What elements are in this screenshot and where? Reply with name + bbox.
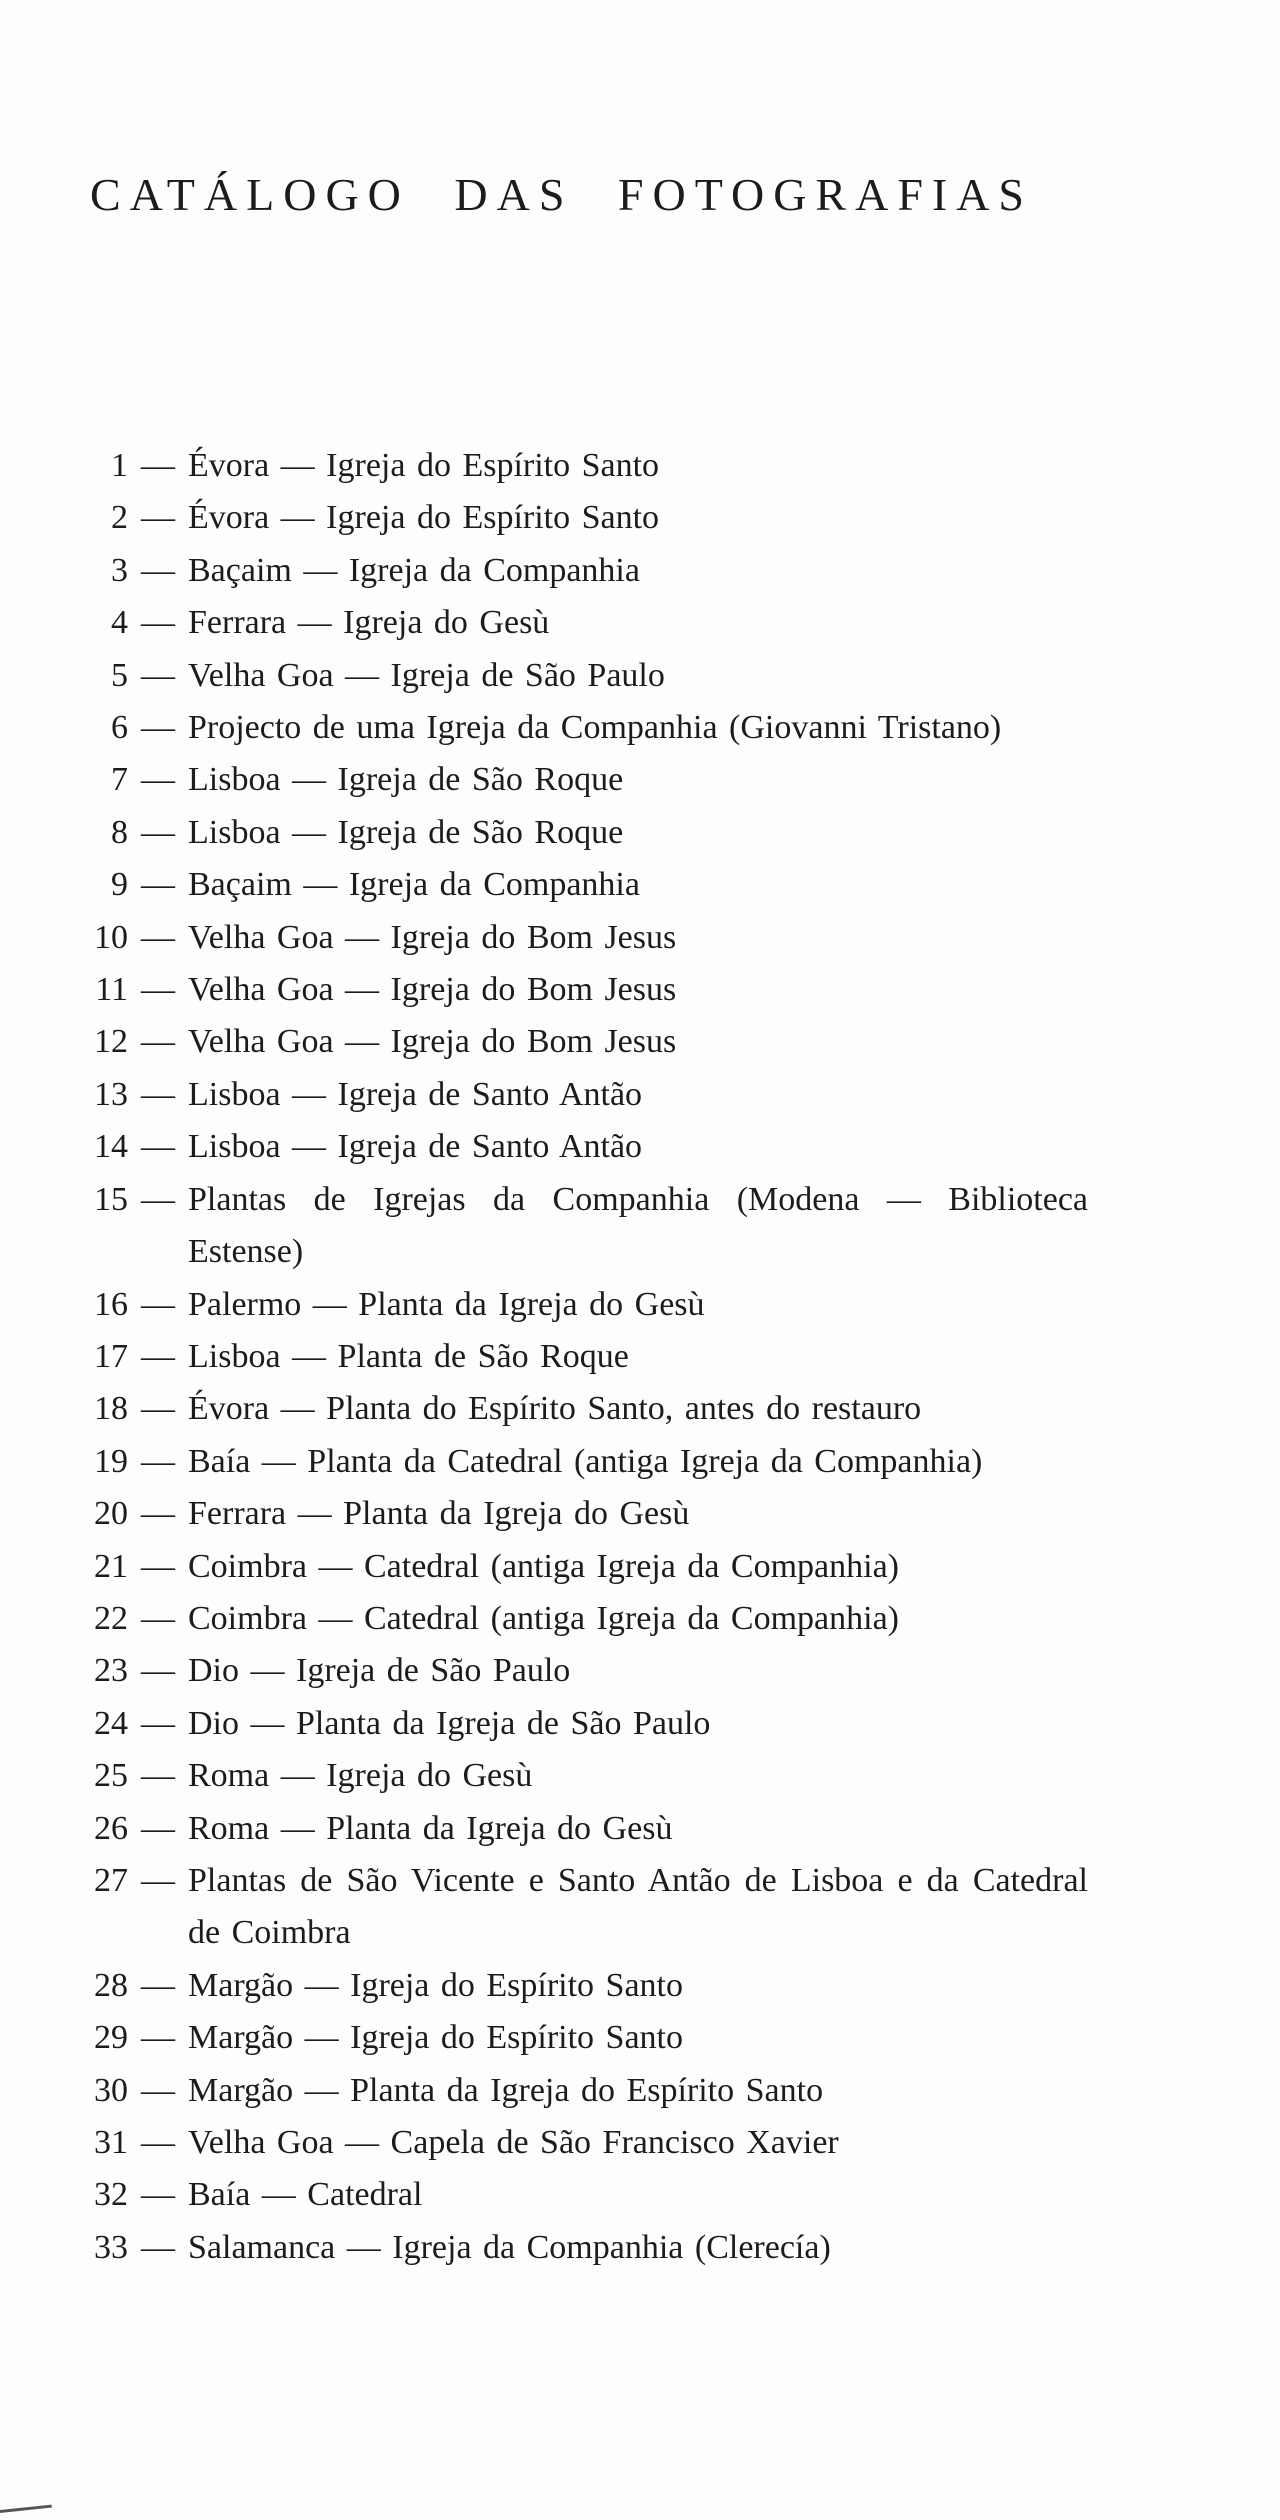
entry-dash: — bbox=[141, 1547, 175, 1585]
entry-text: Margão — Igreja do Espírito Santo bbox=[188, 1966, 684, 2004]
entry-text: Projecto de uma Igreja da Companhia (Giovanni Tristano) bbox=[188, 709, 1002, 747]
entry-number: 7 bbox=[111, 761, 128, 799]
entry-text: Dio — Igreja de São Paulo bbox=[188, 1652, 571, 1690]
list-item bbox=[0, 1541, 1280, 1593]
photo-catalog-list bbox=[0, 440, 1280, 2274]
entry-dash: — bbox=[141, 1495, 175, 1533]
entry-text: Lisboa — Planta de São Roque bbox=[188, 1337, 629, 1375]
list-item bbox=[0, 1016, 1280, 1068]
entry-dash: — bbox=[141, 1075, 175, 1113]
entry-number: 20 bbox=[94, 1495, 128, 1533]
list-item bbox=[0, 1645, 1280, 1697]
entry-dash: — bbox=[141, 1809, 175, 1847]
list-item bbox=[0, 1488, 1280, 1540]
entry-dash: — bbox=[141, 1861, 175, 1899]
entry-number: 27 bbox=[94, 1861, 128, 1899]
entry-number: 32 bbox=[94, 2176, 128, 2214]
list-item bbox=[0, 1803, 1280, 1855]
list-item bbox=[0, 1383, 1280, 1435]
list-item bbox=[0, 859, 1280, 911]
entry-dash: — bbox=[141, 1390, 175, 1428]
entry-dash: — bbox=[141, 918, 175, 956]
entry-dash: — bbox=[141, 2176, 175, 2214]
entry-text: Velha Goa — Igreja do Bom Jesus bbox=[188, 918, 677, 956]
entry-text: Margão — Planta da Igreja do Espírito Santo bbox=[188, 2071, 824, 2109]
entry-number: 26 bbox=[94, 1809, 128, 1847]
entry-number: 31 bbox=[94, 2124, 128, 2161]
entry-dash: — bbox=[141, 709, 175, 747]
entry-number: 3 bbox=[111, 551, 128, 589]
entry-text: Évora — Igreja do Espírito Santo bbox=[188, 447, 660, 484]
list-item bbox=[0, 1279, 1280, 1331]
entry-text: Baçaim — Igreja da Companhia bbox=[188, 551, 640, 589]
entry-number: 8 bbox=[111, 813, 128, 851]
list-item bbox=[0, 912, 1280, 964]
entry-number: 33 bbox=[94, 2228, 128, 2266]
entry-number: 6 bbox=[111, 709, 128, 747]
entry-dash: — bbox=[141, 1285, 175, 1323]
entry-dash: — bbox=[141, 1652, 175, 1690]
entry-number: 10 bbox=[94, 918, 128, 956]
entry-dash: — bbox=[141, 1599, 175, 1637]
entry-dash: — bbox=[141, 447, 175, 484]
entry-number: 29 bbox=[94, 2019, 128, 2057]
list-item bbox=[0, 1174, 1280, 1279]
list-item bbox=[0, 2012, 1280, 2064]
entry-dash: — bbox=[141, 1180, 175, 1218]
entry-text: Plantas de Igrejas da Companhia (Modena — Biblioteca Estense) bbox=[188, 1180, 1088, 1271]
entry-number: 4 bbox=[111, 604, 128, 642]
page-title: CATÁLOGO DAS FOTOGRAFIAS bbox=[90, 169, 1034, 220]
entry-dash: — bbox=[141, 2228, 175, 2266]
list-item bbox=[0, 2169, 1280, 2221]
entry-number: 11 bbox=[95, 971, 128, 1009]
list-item bbox=[0, 2065, 1280, 2117]
entry-dash: — bbox=[141, 866, 175, 904]
entry-text: Margão — Igreja do Espírito Santo bbox=[188, 2019, 684, 2057]
entry-dash: — bbox=[141, 2124, 175, 2161]
list-item bbox=[0, 702, 1280, 754]
list-item bbox=[0, 964, 1280, 1016]
list-item bbox=[0, 807, 1280, 859]
entry-dash: — bbox=[141, 1704, 175, 1742]
entry-text: Velha Goa — Igreja do Bom Jesus bbox=[188, 971, 677, 1009]
entry-number: 15 bbox=[94, 1180, 128, 1218]
list-item bbox=[0, 1750, 1280, 1802]
entry-text: Coimbra — Catedral (antiga Igreja da Companhia) bbox=[188, 1599, 899, 1637]
list-item bbox=[0, 1121, 1280, 1173]
entry-dash: — bbox=[141, 1757, 175, 1795]
entry-dash: — bbox=[141, 1966, 175, 2004]
entry-dash: — bbox=[141, 551, 175, 589]
list-item bbox=[0, 1331, 1280, 1383]
entry-text: Plantas de São Vicente e Santo Antão de Lisboa e da Catedral de Coimbra bbox=[188, 1861, 1088, 1952]
entry-text: Ferrara — Igreja do Gesù bbox=[188, 604, 550, 642]
entry-number: 14 bbox=[94, 1128, 128, 1166]
list-item bbox=[0, 545, 1280, 597]
entry-text: Velha Goa — Igreja de São Paulo bbox=[188, 656, 665, 694]
entry-number: 2 bbox=[111, 499, 128, 537]
entry-dash: — bbox=[141, 813, 175, 851]
entry-number: 12 bbox=[94, 1023, 128, 1061]
list-item bbox=[0, 2222, 1280, 2274]
entry-number: 23 bbox=[94, 1652, 128, 1690]
entry-number: 19 bbox=[94, 1442, 128, 1480]
entry-dash: — bbox=[141, 604, 175, 642]
entry-number: 30 bbox=[94, 2071, 128, 2109]
entry-dash: — bbox=[141, 656, 175, 694]
entry-number: 5 bbox=[111, 656, 128, 694]
entry-text: Évora — Igreja do Espírito Santo bbox=[188, 499, 660, 537]
entry-dash: — bbox=[141, 1128, 175, 1166]
list-item bbox=[0, 440, 1280, 492]
entry-text: Salamanca — Igreja da Companhia (Clerecía) bbox=[188, 2228, 831, 2266]
entry-number: 22 bbox=[94, 1599, 128, 1637]
entry-number: 24 bbox=[94, 1704, 128, 1742]
entry-dash: — bbox=[141, 499, 175, 537]
entry-text: Ferrara — Planta da Igreja do Gesù bbox=[188, 1495, 690, 1533]
scan-edge-mark bbox=[0, 2505, 52, 2513]
entry-text: Dio — Planta da Igreja de São Paulo bbox=[188, 1704, 711, 1742]
entry-number: 13 bbox=[94, 1075, 128, 1113]
list-item bbox=[0, 1960, 1280, 2012]
entry-number: 25 bbox=[94, 1757, 128, 1795]
entry-text: Évora — Planta do Espírito Santo, antes do restauro bbox=[188, 1390, 922, 1428]
list-item bbox=[0, 2117, 1280, 2169]
list-item bbox=[0, 597, 1280, 649]
list-item bbox=[0, 1698, 1280, 1750]
entry-text: Lisboa — Igreja de São Roque bbox=[188, 813, 624, 851]
entry-text: Roma — Igreja do Gesù bbox=[188, 1757, 533, 1795]
entry-dash: — bbox=[141, 1337, 175, 1375]
entry-text: Baía — Planta da Catedral (antiga Igreja da Companhia) bbox=[188, 1442, 983, 1480]
entry-number: 9 bbox=[111, 866, 128, 904]
entry-dash: — bbox=[141, 761, 175, 799]
entry-text: Roma — Planta da Igreja do Gesù bbox=[188, 1809, 673, 1847]
entry-text: Lisboa — Igreja de São Roque bbox=[188, 761, 624, 799]
entry-dash: — bbox=[141, 1023, 175, 1061]
entry-dash: — bbox=[141, 2071, 175, 2109]
entry-number: 16 bbox=[94, 1285, 128, 1323]
entry-text: Lisboa — Igreja de Santo Antão bbox=[188, 1075, 643, 1113]
entry-text: Baçaim — Igreja da Companhia bbox=[188, 866, 640, 904]
entry-number: 21 bbox=[94, 1547, 128, 1585]
entry-text: Coimbra — Catedral (antiga Igreja da Companhia) bbox=[188, 1547, 899, 1585]
entry-number: 28 bbox=[94, 1966, 128, 2004]
list-item bbox=[0, 492, 1280, 544]
entry-text: Palermo — Planta da Igreja do Gesù bbox=[188, 1285, 705, 1323]
entry-dash: — bbox=[141, 971, 175, 1009]
entry-text: Lisboa — Igreja de Santo Antão bbox=[188, 1128, 643, 1166]
list-item bbox=[0, 754, 1280, 806]
entry-text: Baía — Catedral bbox=[188, 2176, 423, 2214]
list-item bbox=[0, 1069, 1280, 1121]
list-item bbox=[0, 650, 1280, 702]
entry-number: 1 bbox=[111, 447, 128, 484]
list-item bbox=[0, 1855, 1280, 1960]
entry-dash: — bbox=[141, 1442, 175, 1480]
entry-dash: — bbox=[141, 2019, 175, 2057]
entry-number: 18 bbox=[94, 1390, 128, 1428]
list-item bbox=[0, 1436, 1280, 1488]
list-item bbox=[0, 1593, 1280, 1645]
entry-number: 17 bbox=[94, 1337, 128, 1375]
entry-text: Velha Goa — Capela de São Francisco Xavier bbox=[188, 2124, 839, 2161]
entry-text: Velha Goa — Igreja do Bom Jesus bbox=[188, 1023, 677, 1061]
